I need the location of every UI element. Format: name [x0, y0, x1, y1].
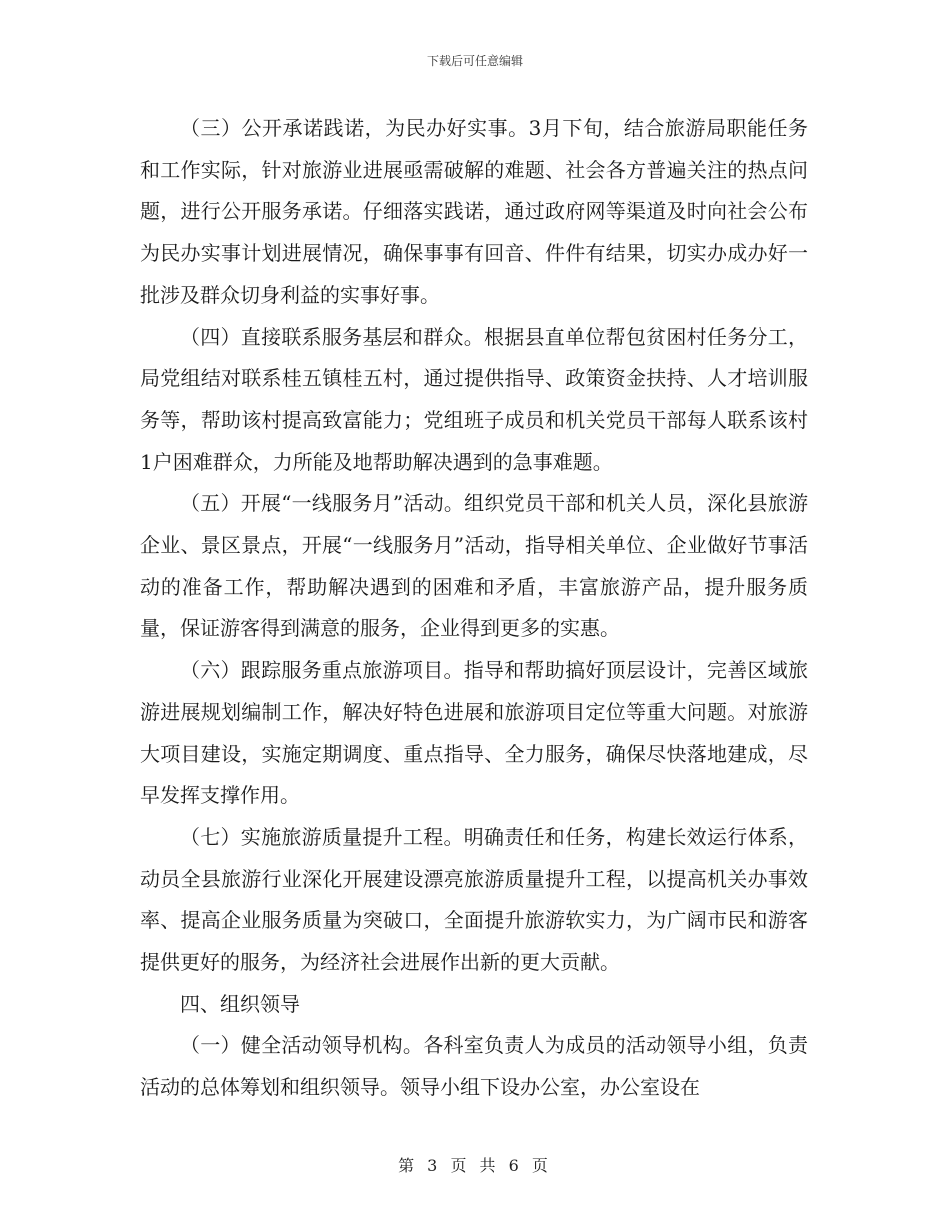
- page-header: 下载后可任意编辑: [426, 54, 523, 68]
- paragraph-three: （三）公开承诺践诺，为民办好实事。3月下旬，结合旅游局职能任务和工作实际，针对旅游业进展亟需破解的难题、社会各方普遍关注的热点问题，进行公开服务承诺。仔细落实践诺，通过政府网等渠道及时向社会公布为民办实事计划进展情况，确保事事有回音、件件有结果，切实办成办好一批涉及群众切身利益的实事好事。: [140, 116, 808, 307]
- paragraph-six: （六）跟踪服务重点旅游项目。指导和帮助搞好顶层设计，完善区域旅游进展规划编制工作，解决好特色进展和旅游项目定位等重大问题。对旅游大项目建设，实施定期调度、重点指导、全力服务，确保尽快落地建成，尽早发挥支撑作用。: [140, 658, 808, 808]
- page-number-footer: 第 3 页 共 6 页: [398, 1156, 552, 1175]
- paragraph-four: （四）直接联系服务基层和群众。根据县直单位帮包贫困村任务分工，局党组结对联系桂五镇桂五村，通过提供指导、政策资金扶持、人才培训服务等，帮助该村提高致富能力；党组班子成员和机关党员干部每人联系该村1户困难群众，力所能及地帮助解决遇到的急事难题。: [140, 324, 808, 474]
- paragraph-seven: （七）实施旅游质量提升工程。明确责任和任务，构建长效运行体系，动员全县旅游行业深化开展建设漂亮旅游质量提升工程，以提高机关办事效率、提高企业服务质量为突破口，全面提升旅游软实力，为广阔市民和游客提供更好的服务，为经济社会进展作出新的更大贡献。: [140, 824, 808, 975]
- paragraph-five: （五）开展“一线服务月”活动。组织党员干部和机关人员，深化县旅游企业、景区景点，开展“一线服务月”活动，指导相关单位、企业做好节事活动的准备工作，帮助解决遇到的困难和矛盾，丰富旅游产品，提升服务质量，保证游客得到满意的服务，企业得到更多的实惠。: [140, 491, 808, 641]
- document-body: [140, 108, 808, 1109]
- section-heading-organization: 四、组织领导: [180, 991, 300, 1016]
- paragraph-organization-one: （一）健全活动领导机构。各科室负责人为成员的活动领导小组，负责活动的总体筹划和组织领导。领导小组下设办公室，办公室设在: [140, 1033, 808, 1100]
